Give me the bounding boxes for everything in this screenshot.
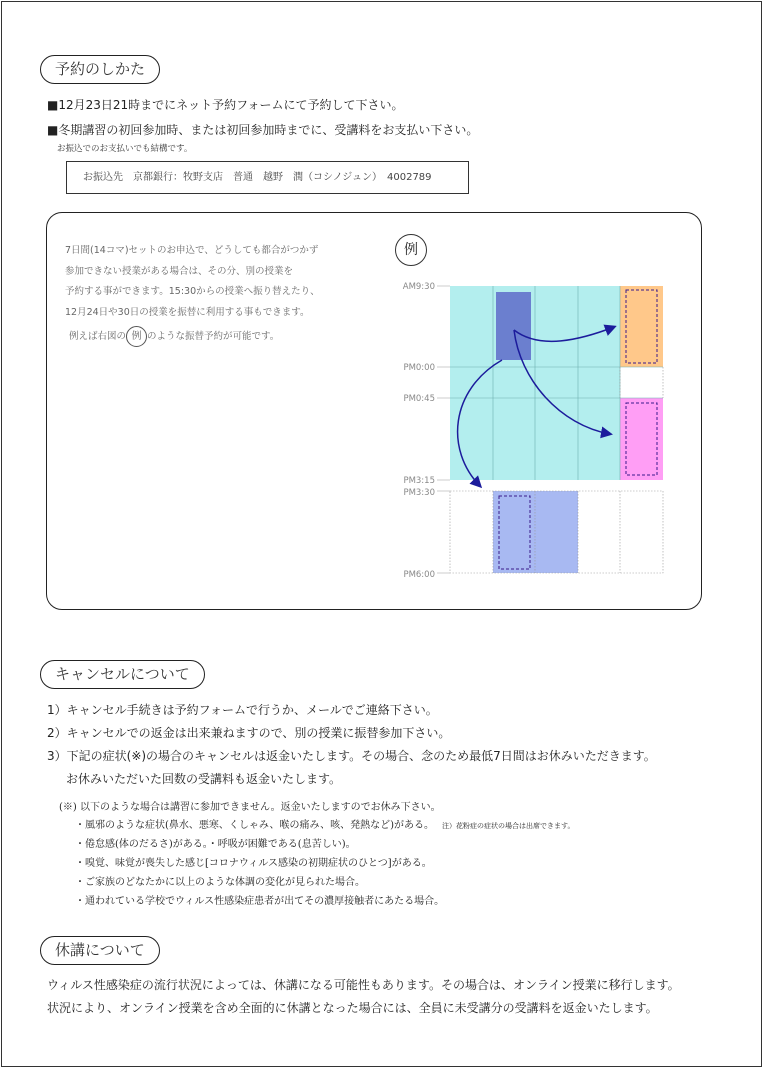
example-label-circle: 例	[395, 234, 427, 266]
cancel-item-4: お休みいただいた回数の受講料も返金いたします。	[66, 772, 342, 786]
closure-line-1: ウィルス性感染症の流行状況によっては、休講になる可能性もあります。その場合は、オンライン授業に移行します。	[47, 978, 680, 992]
example-desc-line: 予約する事ができます。15:30からの授業へ振り替えたり、	[65, 286, 320, 297]
symptom-line-1	[75, 816, 574, 831]
symptom-text: ・風邪のような症状(鼻水、悪寒、くしゃみ、喉の痛み、咳、発熱など)がある。	[75, 820, 435, 831]
example-desc-last	[65, 326, 355, 348]
example-desc-line: 参加できない授業がある場合は、その分、別の授業を	[65, 265, 294, 277]
reservation-line-1: ■12月23日21時までにネット予約フォームにて予約して下さい。	[47, 98, 404, 112]
time-label: PM6:00	[403, 570, 435, 580]
symptom-line-5: ・通われている学校でウィルス性感染症患者が出てその濃厚接触者にあたる場合。	[75, 896, 445, 907]
transfer-note: お振込でのお支払いでも結構です。	[57, 144, 193, 154]
time-label: PM3:30	[403, 488, 435, 498]
example-desc-line: 12月24日や30日の授業を振替に利用する事もできます。	[65, 306, 310, 318]
afternoon-block	[493, 491, 578, 573]
cancelled-slot	[496, 292, 531, 360]
example-desc-post: のような振替予約が可能です。	[147, 331, 280, 342]
section-title-reservation: 予約のしかた	[40, 55, 160, 84]
example-desc-pre: 例えば右図の	[69, 331, 127, 342]
symptom-line-4: ・ご家族のどなたかに以上のような体調の変化が見られた場合。	[75, 877, 365, 888]
schedule-diagram	[380, 270, 680, 590]
bank-info-box: お振込先 京都銀行：牧野支店 普通 越野 潤（コシノジュン） 4002789	[66, 161, 469, 194]
time-label: PM3:15	[403, 476, 435, 486]
example-inline-circle: 例	[126, 326, 147, 347]
closure-line-2: 状況により、オンライン授業を含め全面的に休講となった場合には、全員に未受講分の受講料を返金いたします。	[47, 1001, 658, 1015]
symptom-line-3: ・嗅覚、味覚が喪失した感じ[コロナウィルス感染の初期症状のひとつ]がある。	[75, 858, 432, 869]
time-label: PM0:45	[403, 394, 435, 404]
time-label: PM0:00	[403, 363, 435, 373]
section-title-closure: 休講について	[40, 936, 160, 965]
symptom-heading: (※) 以下のような場合は講習に参加できません。返金いたしますのでお休み下さい。	[59, 802, 441, 813]
time-label: AM9:30	[402, 282, 435, 292]
hay-fever-note: 注）花粉症の症状の場合は出席できます。	[442, 822, 575, 830]
example-desc-line: 7日間(14コマ)セットのお申込で、どうしても都合がつかず	[65, 245, 319, 256]
cancel-item-2: 2）キャンセルでの返金は出来兼ねますので、別の授業に振替参加下さい。	[47, 726, 451, 740]
symptom-line-2: ・倦怠感(体のだるさ)がある。・呼吸が困難である(息苦しい)。	[75, 839, 356, 850]
cancel-item-1: 1）キャンセル手続きは予約フォームで行うか、メールでご連絡下さい。	[47, 703, 438, 717]
cancel-item-3: 3）下記の症状(※)の場合のキャンセルは返金いたします。その場合、念のため最低7日間はお休みいただきます。	[47, 749, 656, 763]
reservation-line-2: ■冬期講習の初回参加時、または初回参加時までに、受講料をお支払い下さい。	[47, 123, 479, 137]
section-title-cancel: キャンセルについて	[40, 660, 205, 689]
example-description	[65, 241, 355, 348]
